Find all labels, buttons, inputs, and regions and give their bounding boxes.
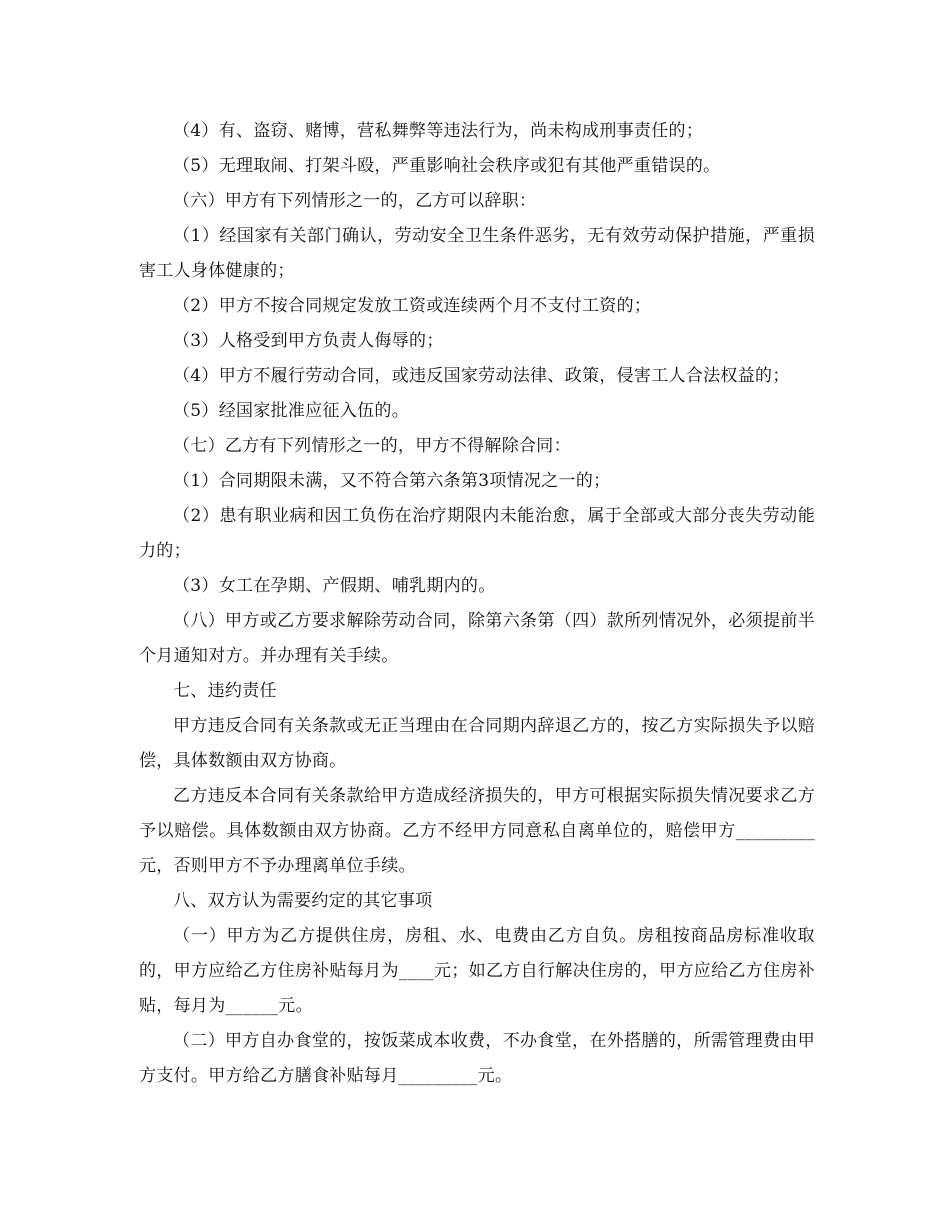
section-heading: 七、违约责任 [173,681,277,701]
clause-paragraph: （2）甲方不按合同规定发放工资或连续两个月不支付工资的； [173,296,652,316]
clause-paragraph: （4）有、盗窃、赌博，营私舞弊等违法行为，尚未构成刑事责任的； [173,121,704,141]
clause-paragraph: （一）甲方为乙方提供住房，房租、水、电费由乙方自负。房租按商品房标准收取的，甲方应给乙方住房补贴每月为____元；如乙方自行解决住房的，甲方应给乙方住房补贴，每月为______元。 [139,926,815,1016]
clause-paragraph: （八）甲方或乙方要求解除劳动合同，除第六条第（四）款所列情况外，必须提前半个月通知对方。并办理有关手续。 [139,611,815,666]
clause-paragraph: （2）患有职业病和因工负伤在治疗期限内未能治愈，属于全部或大部分丧失劳动能力的； [139,506,815,561]
clause-paragraph: （1）合同期限未满，又不符合第六条第3项情况之一的； [173,471,611,491]
clause-paragraph: （二）甲方自办食堂的，按饭菜成本收费，不办食堂，在外搭膳的，所需管理费由甲方支付。甲方给乙方膳食补贴每月_________元。 [139,1031,815,1086]
clause-paragraph: （5）无理取闹、打架斗殴，严重影响社会秩序或犯有其他严重错误的。 [173,156,721,176]
clause-paragraph: （3）人格受到甲方负责人侮辱的； [173,331,444,351]
clause-paragraph: （4）甲方不履行劳动合同，或违反国家劳动法律、政策，侵害工人合法权益的； [173,366,790,386]
clause-paragraph: （3）女工在孕期、产假期、哺乳期内的。 [173,576,496,596]
clause-paragraph: （六）甲方有下列情形之一的，乙方可以辞职： [173,191,537,211]
document-body [139,114,815,1094]
clause-paragraph: （七）乙方有下列情形之一的，甲方不得解除合同： [173,436,571,456]
clause-paragraph: （1）经国家有关部门确认，劳动安全卫生条件恶劣，无有效劳动保护措施，严重损害工人身体健康的； [139,226,815,281]
clause-paragraph: 甲方违反合同有关条款或无正当理由在合同期内辞退乙方的，按乙方实际损失予以赔偿，具体数额由双方协商。 [139,716,815,771]
section-heading: 八、双方认为需要约定的其它事项 [173,891,433,911]
clause-paragraph: （5）经国家批准应征入伍的。 [173,401,410,421]
clause-paragraph: 乙方违反本合同有关条款给甲方造成经济损失的，甲方可根据实际损失情况要求乙方予以赔偿。具体数额由双方协商。乙方不经甲方同意私自离单位的，赔偿甲方_________元，否则甲方不予办理离单位手续。 [139,786,815,876]
